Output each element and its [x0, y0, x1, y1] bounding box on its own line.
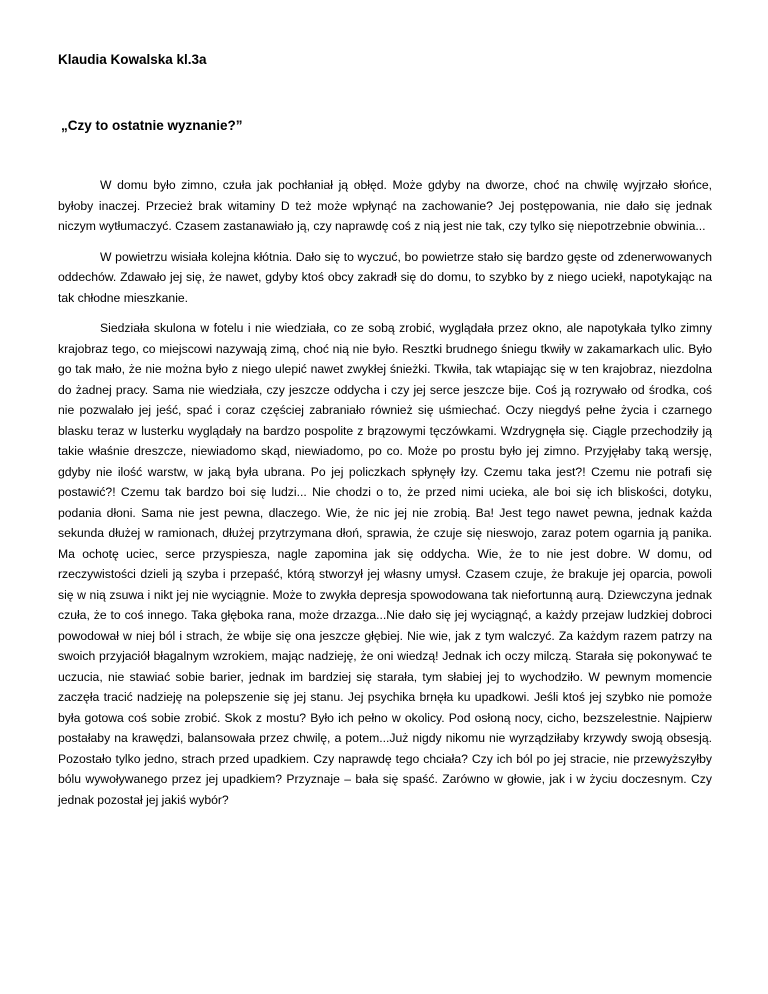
paragraph-1: W domu było zimno, czuła jak pochłaniał ją obłęd. Może gdyby na dworze, choć na chwilę wyjrzało słońce, byłoby inaczej. Przecież brak witaminy D też może wpłynąć na zachowanie? Jej postępowania, nie dało się jednak niczym wytłumaczyć. Czasem zastanawiało ją, czy naprawdę coś z nią jest nie tak, czy tylko się niepotrzebnie obwinia... — [58, 178, 712, 233]
paragraph-2: W powietrzu wisiała kolejna kłótnia. Dało się to wyczuć, bo powietrze stało się bardzo gęste od zdenerwowanych oddechów. Zdawało jej się, że nawet, gdyby ktoś obcy zakradł się do domu, to szybko by z niego uciekł, napotykając na tak chłodne mieszkanie. — [58, 249, 712, 305]
document-title: „Czy to ostatnie wyznanie?” — [61, 118, 243, 133]
paragraph-3: Siedziała skulona w fotelu i nie wiedziała, co ze sobą zrobić, wyglądała przez okno, ale napotykała tylko zimny krajobraz tego, co miejscowi nazywają zimą, choć nią nie było. Resztki brudnego śniegu tkwiły w zakamarkach ulic. Było go tak mało, że nie można było z niego ulepić nawet zwykłej śnieżki. Tkwiła, tak wtapiając się w ten krajobraz, niezdolna do żadnej pracy. Sama nie wiedziała, czy jeszcze oddycha i czy jej serce jeszcze bije. Coś ją rozrywało od środka, coś nie pozwalało jej jeść, spać i coraz częściej zabraniało również się uśmiechać. Oczy niegdyś pełne życia i czarnego blasku teraz w lusterku wyglądały na bardzo pospolite z brązowymi tęczówkami. Wzdrygnęła się. Ciągle przechodziły ją takie właśnie dreszcze, niewiadomo skąd, niewiadomo, po co. Może po prostu było jej zimno. Przyjęłaby taką wersję, gdyby nie ilość warstw, w jaką była ubrana. Po jej policzkach spłynęły łzy. Czemu taka jest?! Czemu nie potrafi się postawić?! Czemu tak bardzo boi się ludzi... Nie chodzi o to, że przed nimi ucieka, ale boi się ich bliskości, dotyku, podania dłoni. Sama nie jest pewna, dlaczego. Wie, że nic jej nie zrobią. Ba! Jest tego nawet pewna, jednak każda sekunda dłużej w ramionach, dłużej przytrzymana dłoń, sprawia, że czuje się nieswojo, zaraz potem ogarnia ją panika. Ma ochotę uciec, serce przyspiesza, nagle zapomina jak się oddycha. Wie, że to nie jest dobre. W domu, od rzeczywistości dzieli ją szyba i przepaść, którą stworzył jej własny umysł. Czasem czuje, że brakuje jej oparcia, powoli się w nią zsuwa i nikt jej nie wyciągnie. Może to zwykła depresja spowodowana tak niefortunną aurą. Dziewczyna jednak czuła, że to coś innego. Taka głęboka rana, może drzazga...Nie dało się jej wyciągnąć, a każdy przejaw ludzkiej dobroci powodował w niej ból i strach, że wbije się ona jeszcze głębiej. Nie wie, jak z tym walczyć. Za każdym razem patrzy na swoich przyjaciół błagalnym wzrokiem, mając nadzieję, że oni wiedzą! Jednak ich oczy milczą. Starała się pokonywać te uczucia, nie stawiać sobie barier, jednak im bardziej się starała, tym słabiej jej to wychodziło. W pewnym momencie zaczęła tracić nadzieję na polepszenie się jej stanu. Jej psychika brnęła ku upadkowi. Jeśli ktoś jej szybko nie pomoże była gotowa coś sobie zrobić. Skok z mostu? Było ich pełno w okolicy. Pod osłoną nocy, cicho, bezszelestnie. Najpierw postałaby na krawędzi, balansowała przez chwilę, a potem...Już nigdy nikomu nie wyrządziłaby krzywdy swoją obsesją. Pozostało tylko jedno, strach przed upadkiem. Czy naprawdę tego chciała? Czy ich ból po jej stracie, nie przewyższyłby bólu wywoływanego przez jej upadkiem? Przyznaje – bała się spaść. Zarówno w głowie, jak i w życiu doczesnym. Czy jednak pozostał jej jakiś wybór? — [58, 321, 712, 807]
document-body — [58, 175, 712, 820]
author-line: Klaudia Kowalska kl.3a — [58, 52, 207, 67]
